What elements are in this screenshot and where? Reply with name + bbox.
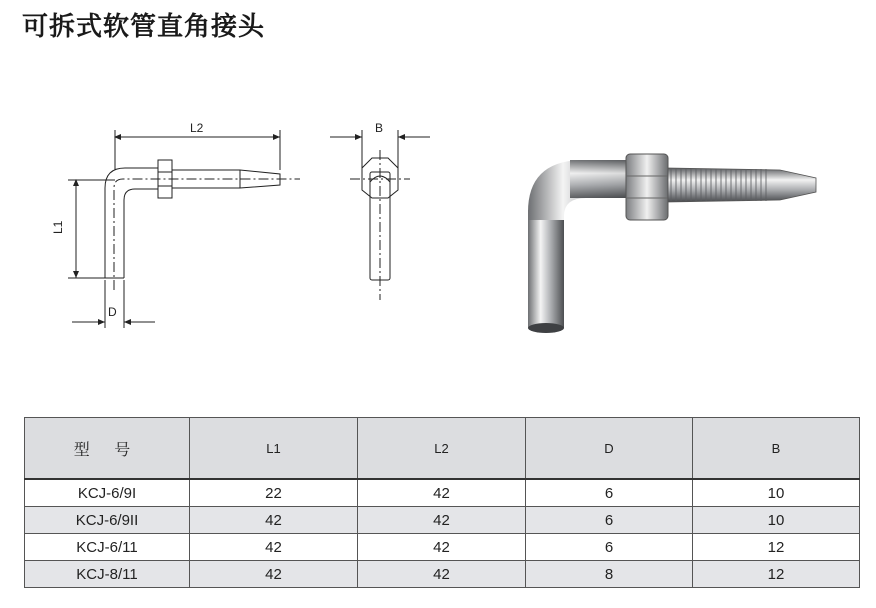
header-model: 型 号 — [25, 418, 190, 480]
technical-drawing — [0, 110, 500, 340]
table-header-row — [25, 418, 860, 480]
l1-label: L1 — [51, 220, 65, 234]
b-label: B — [375, 121, 384, 135]
cell-d: 6 — [526, 534, 693, 561]
page-title: 可拆式软管直角接头 — [22, 12, 266, 42]
cell-model: KCJ-6/9II — [25, 507, 190, 534]
table-row — [25, 534, 860, 561]
cell-d: 6 — [526, 479, 693, 507]
cell-d: 8 — [526, 561, 693, 588]
header-l2: L2 — [358, 418, 526, 480]
l2-label: L2 — [190, 121, 204, 135]
cell-b: 10 — [693, 507, 860, 534]
cell-l2: 42 — [358, 534, 526, 561]
cell-model: KCJ-6/11 — [25, 534, 190, 561]
cell-b: 12 — [693, 534, 860, 561]
cell-l1: 42 — [190, 534, 358, 561]
cell-l2: 42 — [358, 561, 526, 588]
cell-l1: 22 — [190, 479, 358, 507]
spec-table — [24, 417, 860, 588]
cell-l2: 42 — [358, 479, 526, 507]
cell-model: KCJ-8/11 — [25, 561, 190, 588]
cell-l2: 42 — [358, 507, 526, 534]
cell-d: 6 — [526, 507, 693, 534]
table-row — [25, 507, 860, 534]
cell-l1: 42 — [190, 507, 358, 534]
cell-l1: 42 — [190, 561, 358, 588]
table-row — [25, 479, 860, 507]
header-b: B — [693, 418, 860, 480]
cell-model: KCJ-6/9I — [25, 479, 190, 507]
product-photo — [510, 140, 830, 340]
cell-b: 12 — [693, 561, 860, 588]
d-label: D — [108, 305, 117, 319]
header-d: D — [526, 418, 693, 480]
table-row — [25, 561, 860, 588]
cell-b: 10 — [693, 479, 860, 507]
header-l1: L1 — [190, 418, 358, 480]
